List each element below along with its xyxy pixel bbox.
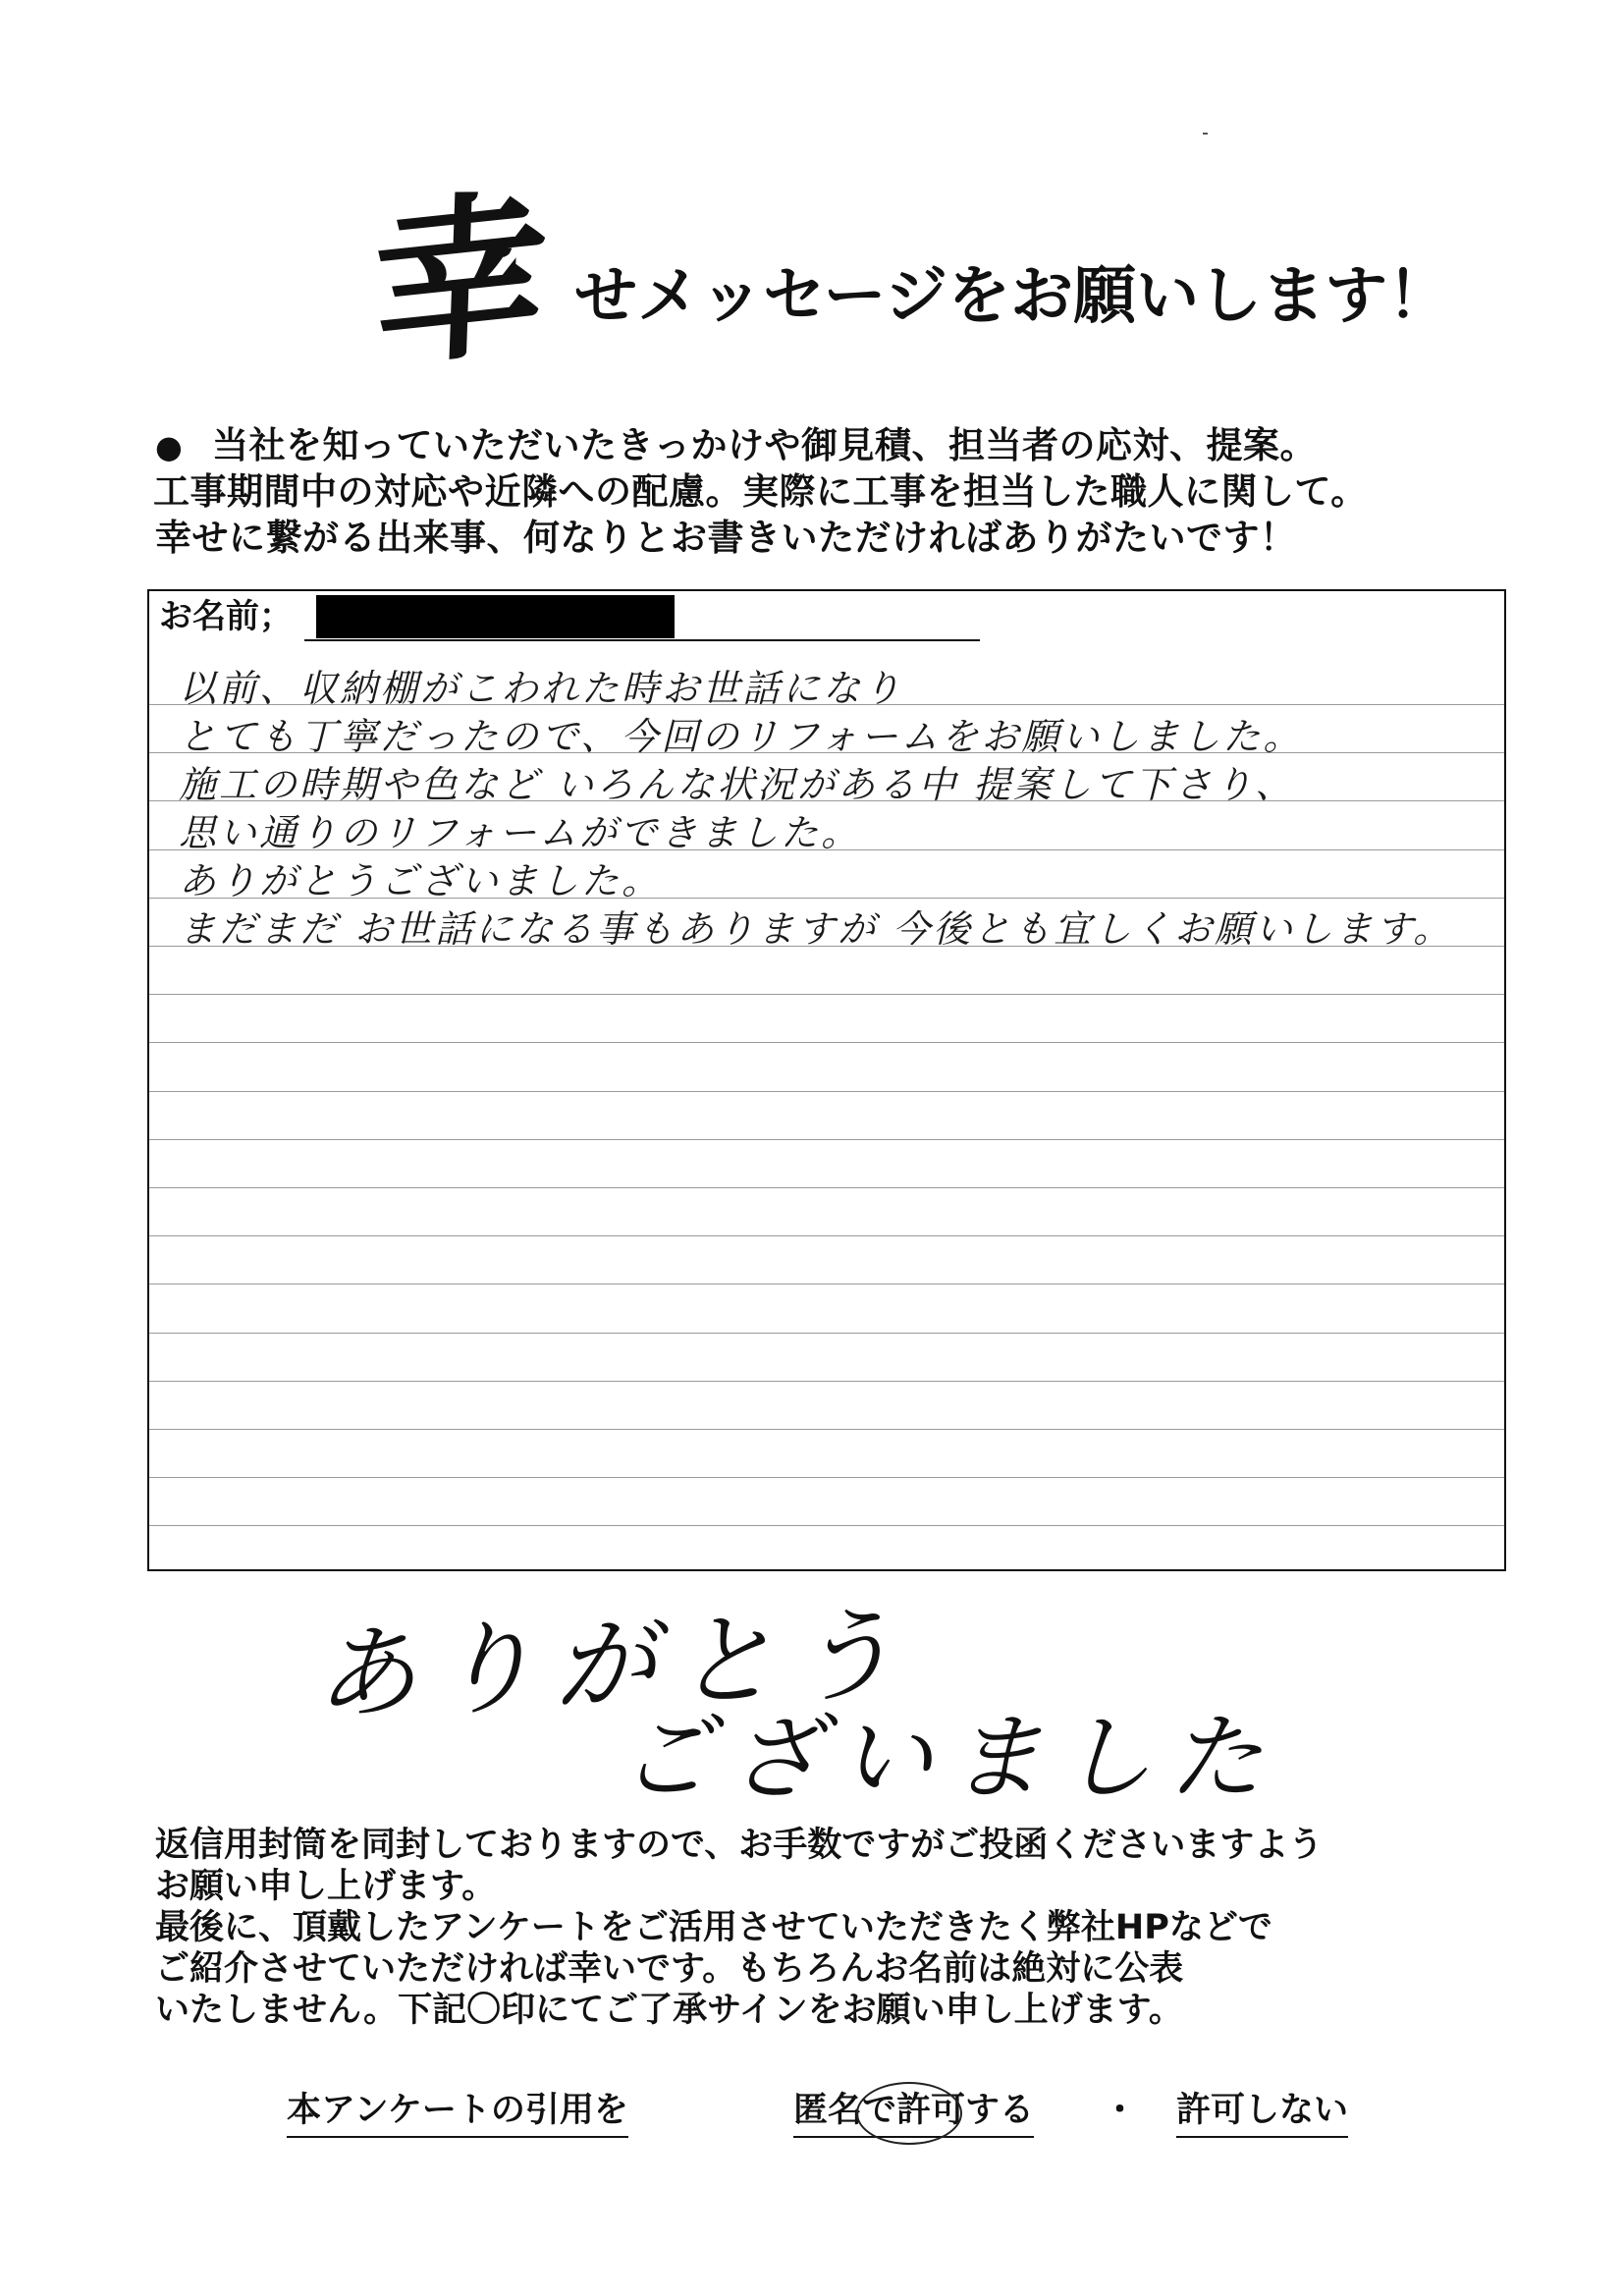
message-line: とても丁寧だったので、今回のリフォームをお願いしました。 — [179, 715, 1304, 758]
note-line: ご紹介させていただければ幸いです。もちろんお名前は絶対に公表 — [155, 1949, 1184, 1989]
handwritten-message — [179, 665, 1494, 954]
ruled-line — [149, 1284, 1504, 1285]
selection-circle — [856, 2082, 962, 2145]
message-line: 思い通りのリフォームができました。 — [179, 811, 862, 854]
note-line: いたしません。下記〇印にてご了承サインをお願い申し上げます。 — [155, 1991, 1183, 2030]
ruled-line — [149, 1333, 1504, 1334]
consent-deny[interactable]: 許可しない — [1176, 2087, 1348, 2138]
ruled-line — [149, 1429, 1504, 1430]
consent-label: 本アンケートの引用を — [287, 2087, 628, 2138]
name-label: お名前； — [159, 597, 293, 636]
ruled-line — [149, 1187, 1504, 1188]
ruled-line — [149, 1091, 1504, 1092]
thanks-line-2: ございました — [619, 1703, 1278, 1813]
consent-allow-anonymous[interactable]: 匿名で許可する — [793, 2087, 1034, 2138]
thanks-line-1: ありがとう — [312, 1594, 916, 1735]
ruled-line — [149, 1525, 1504, 1526]
note-line: 最後に、頂戴したアンケートをご活用させていただきたく弊社HPなどで — [155, 1908, 1272, 1947]
message-line: まだまだ お世話になる事もありますが 今後とも宜しくお願いします。 — [179, 907, 1454, 951]
title-brush-kanji: 幸 — [369, 167, 548, 393]
scan-speck — [1203, 133, 1208, 135]
bullet-icon: ● — [155, 428, 184, 465]
ruled-line — [149, 1477, 1504, 1478]
consent-row — [155, 2087, 1382, 2142]
name-underline — [304, 639, 980, 641]
intro-line: 工事期間中の対応や近隣への配慮。実際に工事を担当した職人に関して。 — [153, 470, 1368, 513]
ruled-line — [149, 1139, 1504, 1140]
ruled-line — [149, 994, 1504, 995]
message-line: 以前、収納棚がこわれた時お世話になり — [179, 667, 904, 710]
page-title: せメッセージをお願いします！ — [574, 260, 1451, 333]
message-line: 施工の時期や色など いろんな状況がある中 提案して下さり、 — [179, 763, 1296, 806]
ruled-line — [149, 1235, 1504, 1236]
note-line: 返信用封筒を同封しておりますので、お手数ですがご投函くださいますよう — [155, 1826, 1324, 1865]
note-line: お願い申し上げます。 — [155, 1867, 497, 1906]
ruled-line — [149, 1381, 1504, 1382]
consent-separator: ・ — [1103, 2091, 1138, 2130]
intro-line-text: 当社を知っていただいたきっかけや御見積、担当者の応対、提案。 — [212, 424, 1317, 466]
ruled-line — [149, 1042, 1504, 1043]
message-line: ありがとうございました。 — [179, 859, 663, 902]
message-box — [147, 589, 1506, 1571]
footer-notes — [155, 1825, 1490, 2031]
intro-text — [155, 422, 1471, 561]
name-redaction — [316, 595, 675, 638]
intro-line: 幸せに繋がる出来事、何なりとお書きいただければありがたいです！ — [155, 517, 1297, 559]
intro-line — [155, 422, 1471, 468]
